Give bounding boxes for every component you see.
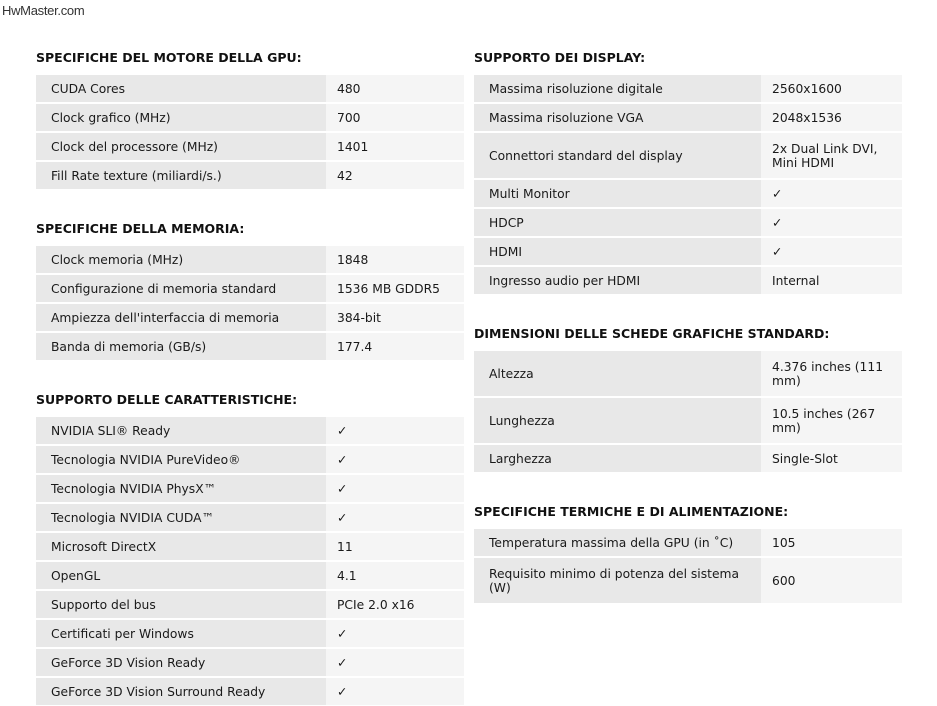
table-row: [36, 562, 464, 591]
spec-label: Multi Monitor: [474, 180, 761, 209]
spec-label: Banda di memoria (GB/s): [36, 333, 326, 362]
spec-label: OpenGL: [36, 562, 326, 591]
spec-value: PCIe 2.0 x16: [326, 591, 464, 620]
spec-label: Tecnologia NVIDIA PureVideo®: [36, 446, 326, 475]
table-row: [474, 351, 902, 398]
table-row: [474, 267, 902, 296]
spec-value: 10.5 inches (267 mm): [761, 398, 902, 445]
right-section-1: [474, 324, 902, 474]
spec-label: GeForce 3D Vision Ready: [36, 649, 326, 678]
spec-label: Fill Rate texture (miliardi/s.): [36, 162, 326, 191]
spec-label: Clock grafico (MHz): [36, 104, 326, 133]
spec-value: 1848: [326, 246, 464, 275]
table-row: [36, 504, 464, 533]
section-title: DIMENSIONI DELLE SCHEDE GRAFICHE STANDARD:: [474, 326, 830, 341]
table-row: [474, 180, 902, 209]
watermark: HwMaster.com: [2, 3, 85, 18]
spec-value: 700: [326, 104, 464, 133]
table-row: [474, 133, 902, 180]
table-row: [36, 162, 464, 191]
table-row: [36, 533, 464, 562]
spec-label: Ingresso audio per HDMI: [474, 267, 761, 296]
table-row: [36, 75, 464, 104]
spec-value: 2560x1600: [761, 75, 902, 104]
spec-label: Clock del processore (MHz): [36, 133, 326, 162]
spec-value: 4.1: [326, 562, 464, 591]
right-section-0: [474, 48, 902, 296]
table-row: [36, 333, 464, 362]
spec-label: Supporto del bus: [36, 591, 326, 620]
spec-label: Massima risoluzione VGA: [474, 104, 761, 133]
spec-label: GeForce 3D Vision Surround Ready: [36, 678, 326, 706]
spec-table: [36, 417, 464, 706]
table-row: [36, 620, 464, 649]
spec-label: Temperatura massima della GPU (in ˚C): [474, 529, 761, 558]
spec-value: 4.376 inches (111 mm): [761, 351, 902, 398]
table-row: [36, 417, 464, 446]
table-row: [474, 104, 902, 133]
spec-value: 177.4: [326, 333, 464, 362]
check-icon: ✓: [326, 620, 464, 649]
spec-label: Connettori standard del display: [474, 133, 761, 180]
check-icon: ✓: [326, 678, 464, 706]
spec-value: 1536 MB GDDR5: [326, 275, 464, 304]
right-section-2: [474, 502, 902, 605]
section-title: SPECIFICHE DELLA MEMORIA:: [36, 221, 245, 236]
spec-label: Massima risoluzione digitale: [474, 75, 761, 104]
table-row: [36, 104, 464, 133]
spec-value: 105: [761, 529, 902, 558]
spec-label: CUDA Cores: [36, 75, 326, 104]
section-title: SUPPORTO DEI DISPLAY:: [474, 50, 646, 65]
spec-label: Microsoft DirectX: [36, 533, 326, 562]
spec-value: 2x Dual Link DVI, Mini HDMI: [761, 133, 902, 180]
check-icon: ✓: [326, 475, 464, 504]
spec-label: Ampiezza dell'interfaccia di memoria: [36, 304, 326, 333]
table-row: [36, 133, 464, 162]
table-row: [36, 275, 464, 304]
table-row: [474, 398, 902, 445]
spec-value: 480: [326, 75, 464, 104]
spec-label: Configurazione di memoria standard: [36, 275, 326, 304]
spec-table: [474, 75, 902, 296]
spec-value: 600: [761, 558, 902, 605]
table-row: [36, 591, 464, 620]
section-title: SPECIFICHE TERMICHE E DI ALIMENTAZIONE:: [474, 504, 789, 519]
spec-value: 11: [326, 533, 464, 562]
spec-table: [474, 529, 902, 605]
table-row: [474, 75, 902, 104]
check-icon: ✓: [761, 238, 902, 267]
check-icon: ✓: [761, 209, 902, 238]
spec-label: Altezza: [474, 351, 761, 398]
spec-value: 384-bit: [326, 304, 464, 333]
spec-label: Tecnologia NVIDIA PhysX™: [36, 475, 326, 504]
spec-value: 42: [326, 162, 464, 191]
spec-value: 1401: [326, 133, 464, 162]
left-section-2: [36, 390, 464, 706]
spec-label: HDMI: [474, 238, 761, 267]
check-icon: ✓: [326, 446, 464, 475]
spec-label: Requisito minimo di potenza del sistema (W): [474, 558, 761, 605]
table-row: [474, 209, 902, 238]
spec-label: Lunghezza: [474, 398, 761, 445]
spec-table: [474, 351, 902, 474]
check-icon: ✓: [326, 417, 464, 446]
section-title: SPECIFICHE DEL MOTORE DELLA GPU:: [36, 50, 302, 65]
left-section-1: [36, 219, 464, 362]
spec-value: 2048x1536: [761, 104, 902, 133]
table-row: [36, 649, 464, 678]
section-title: SUPPORTO DELLE CARATTERISTICHE:: [36, 392, 298, 407]
table-row: [474, 445, 902, 474]
spec-table: [36, 246, 464, 362]
spec-label: HDCP: [474, 209, 761, 238]
spec-label: Tecnologia NVIDIA CUDA™: [36, 504, 326, 533]
check-icon: ✓: [761, 180, 902, 209]
spec-value: Internal: [761, 267, 902, 296]
table-row: [474, 529, 902, 558]
spec-label: NVIDIA SLI® Ready: [36, 417, 326, 446]
table-row: [474, 238, 902, 267]
spec-label: Clock memoria (MHz): [36, 246, 326, 275]
table-row: [36, 678, 464, 706]
table-row: [36, 475, 464, 504]
spec-label: Larghezza: [474, 445, 761, 474]
table-row: [36, 246, 464, 275]
spec-table: [36, 75, 464, 191]
spec-value: Single-Slot: [761, 445, 902, 474]
spec-label: Certificati per Windows: [36, 620, 326, 649]
left-section-0: [36, 48, 464, 191]
check-icon: ✓: [326, 649, 464, 678]
table-row: [474, 558, 902, 605]
table-row: [36, 304, 464, 333]
check-icon: ✓: [326, 504, 464, 533]
table-row: [36, 446, 464, 475]
